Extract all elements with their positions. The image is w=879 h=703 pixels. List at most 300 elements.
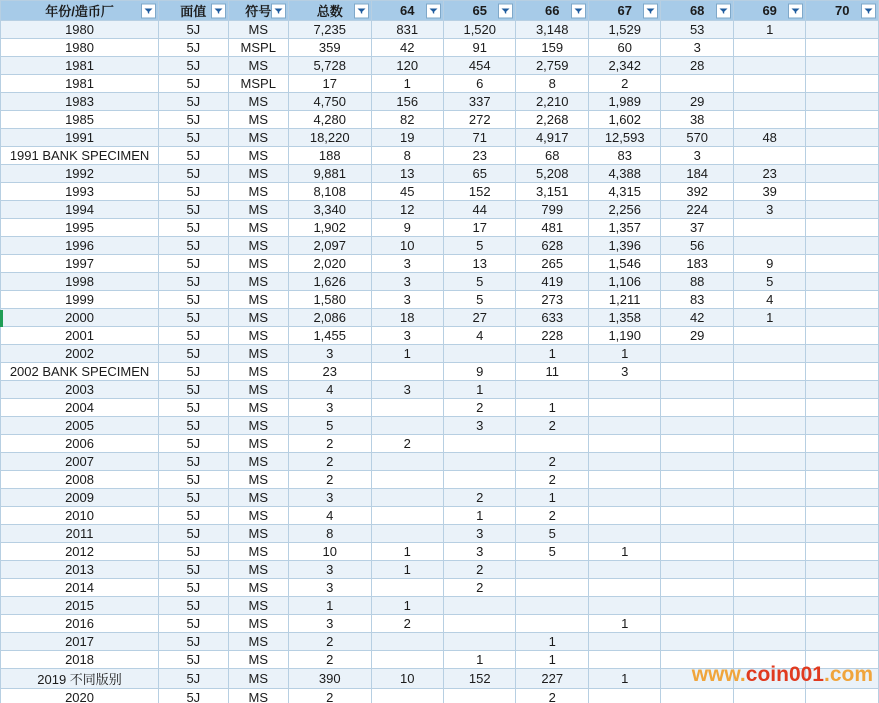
cell-g67[interactable] [588,507,660,525]
cell-g68[interactable]: 53 [661,21,733,39]
cell-g64[interactable]: 18 [371,309,443,327]
cell-g65[interactable]: 3 [444,525,516,543]
cell-symbol[interactable]: MS [228,237,288,255]
cell-g66[interactable]: 1 [516,633,588,651]
cell-g70[interactable] [806,237,879,255]
cell-g65[interactable]: 71 [444,129,516,147]
cell-g67[interactable] [588,471,660,489]
filter-dropdown-icon[interactable] [788,3,803,18]
cell-g68[interactable] [661,597,733,615]
cell-g64[interactable] [371,363,443,381]
cell-g65[interactable]: 6 [444,75,516,93]
cell-g65[interactable]: 13 [444,255,516,273]
cell-g65[interactable]: 3 [444,543,516,561]
filter-dropdown-icon[interactable] [498,3,513,18]
cell-g67[interactable]: 1,989 [588,93,660,111]
cell-g64[interactable] [371,525,443,543]
cell-g67[interactable] [588,399,660,417]
cell-g65[interactable]: 3 [444,417,516,435]
cell-total[interactable]: 188 [288,147,371,165]
cell-g64[interactable]: 8 [371,147,443,165]
cell-year[interactable]: 2005 [1,417,159,435]
cell-g65[interactable]: 5 [444,237,516,255]
cell-g65[interactable]: 2 [444,561,516,579]
cell-total[interactable]: 2 [288,471,371,489]
cell-year[interactable]: 2000 [1,309,159,327]
cell-g66[interactable]: 628 [516,237,588,255]
cell-g70[interactable] [806,309,879,327]
cell-symbol[interactable]: MS [228,291,288,309]
cell-g67[interactable] [588,489,660,507]
cell-g64[interactable]: 3 [371,273,443,291]
cell-g64[interactable] [371,579,443,597]
cell-total[interactable]: 4,750 [288,93,371,111]
cell-g67[interactable] [588,633,660,651]
cell-symbol[interactable]: MS [228,21,288,39]
cell-g66[interactable]: 265 [516,255,588,273]
cell-year[interactable]: 2008 [1,471,159,489]
cell-g68[interactable]: 392 [661,183,733,201]
cell-denom[interactable]: 5J [159,165,228,183]
cell-g65[interactable]: 337 [444,93,516,111]
cell-g69[interactable] [733,399,805,417]
cell-year[interactable]: 2004 [1,399,159,417]
cell-g64[interactable]: 156 [371,93,443,111]
cell-year[interactable]: 2001 [1,327,159,345]
cell-denom[interactable]: 5J [159,543,228,561]
cell-g67[interactable]: 1 [588,615,660,633]
cell-g68[interactable]: 38 [661,111,733,129]
cell-symbol[interactable]: MS [228,507,288,525]
cell-g68[interactable]: 184 [661,165,733,183]
cell-denom[interactable]: 5J [159,237,228,255]
cell-g64[interactable]: 3 [371,255,443,273]
cell-g70[interactable] [806,183,879,201]
cell-g64[interactable]: 10 [371,237,443,255]
cell-denom[interactable]: 5J [159,111,228,129]
cell-g70[interactable] [806,75,879,93]
cell-denom[interactable]: 5J [159,219,228,237]
cell-total[interactable]: 390 [288,669,371,689]
cell-g67[interactable]: 12,593 [588,129,660,147]
cell-g68[interactable] [661,561,733,579]
cell-year[interactable]: 2002 BANK SPECIMEN [1,363,159,381]
cell-year[interactable]: 1980 [1,39,159,57]
cell-g70[interactable] [806,21,879,39]
cell-g65[interactable]: 5 [444,273,516,291]
cell-year[interactable]: 2016 [1,615,159,633]
cell-g66[interactable]: 2 [516,689,588,703]
cell-g64[interactable]: 1 [371,543,443,561]
cell-symbol[interactable]: MS [228,93,288,111]
cell-symbol[interactable]: MS [228,381,288,399]
cell-g68[interactable] [661,471,733,489]
cell-g70[interactable] [806,471,879,489]
cell-symbol[interactable]: MS [228,597,288,615]
cell-g68[interactable]: 83 [661,291,733,309]
cell-denom[interactable]: 5J [159,39,228,57]
cell-total[interactable]: 8,108 [288,183,371,201]
cell-total[interactable]: 1,580 [288,291,371,309]
cell-g70[interactable] [806,543,879,561]
cell-g70[interactable] [806,93,879,111]
cell-total[interactable]: 23 [288,363,371,381]
cell-g67[interactable]: 1,358 [588,309,660,327]
cell-year[interactable]: 2003 [1,381,159,399]
cell-g68[interactable]: 28 [661,57,733,75]
cell-total[interactable]: 2,086 [288,309,371,327]
cell-symbol[interactable]: MS [228,129,288,147]
cell-g66[interactable]: 5 [516,525,588,543]
cell-denom[interactable]: 5J [159,651,228,669]
cell-denom[interactable]: 5J [159,633,228,651]
cell-year[interactable]: 2015 [1,597,159,615]
cell-g68[interactable] [661,525,733,543]
cell-g66[interactable]: 2,268 [516,111,588,129]
cell-year[interactable]: 1991 [1,129,159,147]
cell-g65[interactable]: 65 [444,165,516,183]
cell-g69[interactable] [733,689,805,703]
cell-symbol[interactable]: MS [228,489,288,507]
cell-g68[interactable] [661,435,733,453]
cell-total[interactable]: 4,280 [288,111,371,129]
cell-g65[interactable]: 5 [444,291,516,309]
cell-g68[interactable] [661,633,733,651]
cell-symbol[interactable]: MS [228,165,288,183]
cell-g68[interactable] [661,689,733,703]
cell-denom[interactable]: 5J [159,435,228,453]
cell-denom[interactable]: 5J [159,561,228,579]
cell-g69[interactable] [733,147,805,165]
cell-g70[interactable] [806,39,879,57]
filter-dropdown-icon[interactable] [141,3,156,18]
cell-g68[interactable] [661,453,733,471]
cell-total[interactable]: 1,455 [288,327,371,345]
cell-year[interactable]: 1999 [1,291,159,309]
cell-g66[interactable] [516,579,588,597]
cell-g69[interactable] [733,561,805,579]
cell-g66[interactable]: 799 [516,201,588,219]
cell-symbol[interactable]: MS [228,543,288,561]
cell-denom[interactable]: 5J [159,689,228,703]
cell-g65[interactable] [444,615,516,633]
cell-g67[interactable] [588,417,660,435]
cell-g64[interactable]: 10 [371,669,443,689]
cell-g67[interactable] [588,435,660,453]
cell-denom[interactable]: 5J [159,309,228,327]
cell-total[interactable]: 17 [288,75,371,93]
cell-symbol[interactable]: MS [228,147,288,165]
cell-g69[interactable]: 9 [733,255,805,273]
cell-g70[interactable] [806,57,879,75]
cell-g70[interactable] [806,381,879,399]
cell-g69[interactable] [733,615,805,633]
filter-dropdown-icon[interactable] [211,3,226,18]
cell-g67[interactable]: 1,602 [588,111,660,129]
cell-total[interactable]: 2,097 [288,237,371,255]
cell-g70[interactable] [806,363,879,381]
filter-dropdown-icon[interactable] [426,3,441,18]
cell-g69[interactable] [733,471,805,489]
cell-g69[interactable] [733,597,805,615]
cell-g66[interactable] [516,615,588,633]
cell-g69[interactable] [733,435,805,453]
cell-year[interactable]: 1991 BANK SPECIMEN [1,147,159,165]
cell-g69[interactable]: 5 [733,273,805,291]
cell-symbol[interactable]: MS [228,689,288,703]
cell-denom[interactable]: 5J [159,273,228,291]
cell-denom[interactable]: 5J [159,21,228,39]
cell-g70[interactable] [806,651,879,669]
cell-g69[interactable] [733,453,805,471]
cell-g65[interactable]: 1 [444,507,516,525]
cell-denom[interactable]: 5J [159,57,228,75]
cell-g66[interactable]: 4,917 [516,129,588,147]
cell-g64[interactable]: 3 [371,327,443,345]
cell-symbol[interactable]: MS [228,345,288,363]
cell-g65[interactable]: 44 [444,201,516,219]
cell-g66[interactable]: 2 [516,471,588,489]
cell-g67[interactable]: 2 [588,75,660,93]
cell-g69[interactable] [733,111,805,129]
cell-g68[interactable] [661,345,733,363]
cell-g66[interactable] [516,381,588,399]
cell-g66[interactable]: 481 [516,219,588,237]
filter-dropdown-icon[interactable] [716,3,731,18]
cell-symbol[interactable]: MS [228,219,288,237]
cell-g64[interactable] [371,453,443,471]
cell-year[interactable]: 2002 [1,345,159,363]
cell-g68[interactable] [661,489,733,507]
cell-g68[interactable] [661,579,733,597]
cell-g67[interactable]: 1,211 [588,291,660,309]
cell-year[interactable]: 2010 [1,507,159,525]
cell-symbol[interactable]: MS [228,183,288,201]
cell-g64[interactable] [371,489,443,507]
cell-year[interactable]: 2013 [1,561,159,579]
cell-total[interactable]: 8 [288,525,371,543]
cell-g66[interactable]: 1 [516,399,588,417]
cell-g67[interactable]: 83 [588,147,660,165]
cell-g65[interactable]: 2 [444,489,516,507]
cell-g64[interactable]: 3 [371,381,443,399]
cell-g69[interactable]: 39 [733,183,805,201]
cell-total[interactable]: 2 [288,435,371,453]
cell-g66[interactable]: 159 [516,39,588,57]
cell-g64[interactable]: 13 [371,165,443,183]
cell-g70[interactable] [806,219,879,237]
cell-total[interactable]: 2 [288,651,371,669]
cell-denom[interactable]: 5J [159,75,228,93]
cell-g68[interactable] [661,381,733,399]
cell-g68[interactable] [661,615,733,633]
cell-g70[interactable] [806,561,879,579]
cell-g69[interactable]: 3 [733,201,805,219]
cell-g70[interactable] [806,165,879,183]
cell-g65[interactable]: 27 [444,309,516,327]
cell-year[interactable]: 2020 [1,689,159,703]
cell-year[interactable]: 2007 [1,453,159,471]
cell-g70[interactable] [806,453,879,471]
cell-total[interactable]: 1,626 [288,273,371,291]
cell-year[interactable]: 1981 [1,57,159,75]
cell-denom[interactable]: 5J [159,471,228,489]
cell-g68[interactable]: 88 [661,273,733,291]
cell-g67[interactable] [588,651,660,669]
cell-g70[interactable] [806,435,879,453]
cell-symbol[interactable]: MS [228,255,288,273]
cell-year[interactable]: 1996 [1,237,159,255]
cell-total[interactable]: 18,220 [288,129,371,147]
cell-g69[interactable]: 48 [733,129,805,147]
cell-year[interactable]: 2019 不同版别 [1,669,159,689]
cell-g65[interactable]: 1,520 [444,21,516,39]
cell-denom[interactable]: 5J [159,597,228,615]
cell-denom[interactable]: 5J [159,147,228,165]
cell-total[interactable]: 359 [288,39,371,57]
cell-g70[interactable] [806,111,879,129]
cell-denom[interactable]: 5J [159,93,228,111]
cell-g67[interactable]: 1 [588,543,660,561]
cell-denom[interactable]: 5J [159,291,228,309]
cell-year[interactable]: 1981 [1,75,159,93]
cell-g70[interactable] [806,615,879,633]
filter-dropdown-icon[interactable] [354,3,369,18]
cell-g68[interactable]: 42 [661,309,733,327]
cell-year[interactable]: 1980 [1,21,159,39]
cell-g70[interactable] [806,291,879,309]
cell-g67[interactable]: 1,357 [588,219,660,237]
cell-g70[interactable] [806,399,879,417]
cell-g64[interactable] [371,689,443,703]
cell-g69[interactable] [733,57,805,75]
cell-year[interactable]: 1983 [1,93,159,111]
cell-g67[interactable]: 1,529 [588,21,660,39]
cell-g69[interactable] [733,669,805,689]
cell-g68[interactable]: 570 [661,129,733,147]
cell-total[interactable]: 3 [288,345,371,363]
cell-denom[interactable]: 5J [159,507,228,525]
cell-g65[interactable]: 152 [444,669,516,689]
cell-g66[interactable]: 2 [516,453,588,471]
cell-g64[interactable]: 2 [371,435,443,453]
cell-g67[interactable]: 1 [588,669,660,689]
cell-total[interactable]: 9,881 [288,165,371,183]
cell-g67[interactable]: 1,106 [588,273,660,291]
cell-year[interactable]: 1985 [1,111,159,129]
cell-g65[interactable]: 17 [444,219,516,237]
cell-denom[interactable]: 5J [159,363,228,381]
cell-g64[interactable]: 82 [371,111,443,129]
cell-symbol[interactable]: MS [228,201,288,219]
cell-g65[interactable]: 23 [444,147,516,165]
cell-g68[interactable]: 183 [661,255,733,273]
cell-g64[interactable]: 2 [371,615,443,633]
cell-g69[interactable] [733,579,805,597]
cell-g69[interactable] [733,345,805,363]
cell-g68[interactable]: 29 [661,93,733,111]
cell-g66[interactable]: 3,151 [516,183,588,201]
cell-g65[interactable]: 152 [444,183,516,201]
cell-symbol[interactable]: MS [228,633,288,651]
cell-total[interactable]: 5 [288,417,371,435]
cell-g68[interactable] [661,399,733,417]
cell-g68[interactable]: 224 [661,201,733,219]
cell-total[interactable]: 2 [288,453,371,471]
cell-symbol[interactable]: MS [228,615,288,633]
cell-g67[interactable] [588,689,660,703]
cell-g66[interactable]: 227 [516,669,588,689]
cell-g67[interactable] [588,381,660,399]
cell-year[interactable]: 2018 [1,651,159,669]
cell-g65[interactable]: 2 [444,399,516,417]
cell-g67[interactable] [588,453,660,471]
cell-year[interactable]: 1998 [1,273,159,291]
cell-g70[interactable] [806,201,879,219]
cell-denom[interactable]: 5J [159,525,228,543]
cell-g66[interactable] [516,597,588,615]
cell-g66[interactable] [516,561,588,579]
cell-g65[interactable] [444,689,516,703]
cell-g67[interactable]: 1,546 [588,255,660,273]
cell-g65[interactable] [444,471,516,489]
cell-g69[interactable] [733,363,805,381]
cell-g65[interactable] [444,633,516,651]
cell-g69[interactable]: 23 [733,165,805,183]
cell-year[interactable]: 2014 [1,579,159,597]
cell-g69[interactable] [733,633,805,651]
cell-g67[interactable]: 4,388 [588,165,660,183]
cell-year[interactable]: 2009 [1,489,159,507]
cell-g66[interactable]: 8 [516,75,588,93]
cell-g65[interactable]: 91 [444,39,516,57]
cell-g66[interactable]: 633 [516,309,588,327]
cell-g64[interactable]: 831 [371,21,443,39]
cell-g64[interactable]: 45 [371,183,443,201]
cell-symbol[interactable]: MSPL [228,75,288,93]
cell-total[interactable]: 4 [288,381,371,399]
cell-g68[interactable]: 37 [661,219,733,237]
cell-g64[interactable] [371,507,443,525]
cell-g70[interactable] [806,489,879,507]
cell-g64[interactable] [371,651,443,669]
cell-g70[interactable] [806,273,879,291]
cell-g65[interactable]: 2 [444,579,516,597]
cell-symbol[interactable]: MS [228,579,288,597]
cell-year[interactable]: 1992 [1,165,159,183]
cell-denom[interactable]: 5J [159,399,228,417]
cell-total[interactable]: 3 [288,399,371,417]
cell-denom[interactable]: 5J [159,615,228,633]
cell-denom[interactable]: 5J [159,183,228,201]
cell-symbol[interactable]: MS [228,417,288,435]
cell-g66[interactable]: 2 [516,417,588,435]
cell-g68[interactable] [661,669,733,689]
cell-total[interactable]: 7,235 [288,21,371,39]
cell-total[interactable]: 3,340 [288,201,371,219]
cell-total[interactable]: 4 [288,507,371,525]
cell-g69[interactable] [733,507,805,525]
cell-g70[interactable] [806,579,879,597]
cell-g69[interactable] [733,381,805,399]
cell-g64[interactable]: 1 [371,597,443,615]
cell-g66[interactable]: 68 [516,147,588,165]
cell-symbol[interactable]: MS [228,669,288,689]
cell-denom[interactable]: 5J [159,381,228,399]
cell-g69[interactable] [733,39,805,57]
cell-total[interactable]: 1 [288,597,371,615]
cell-g68[interactable] [661,507,733,525]
